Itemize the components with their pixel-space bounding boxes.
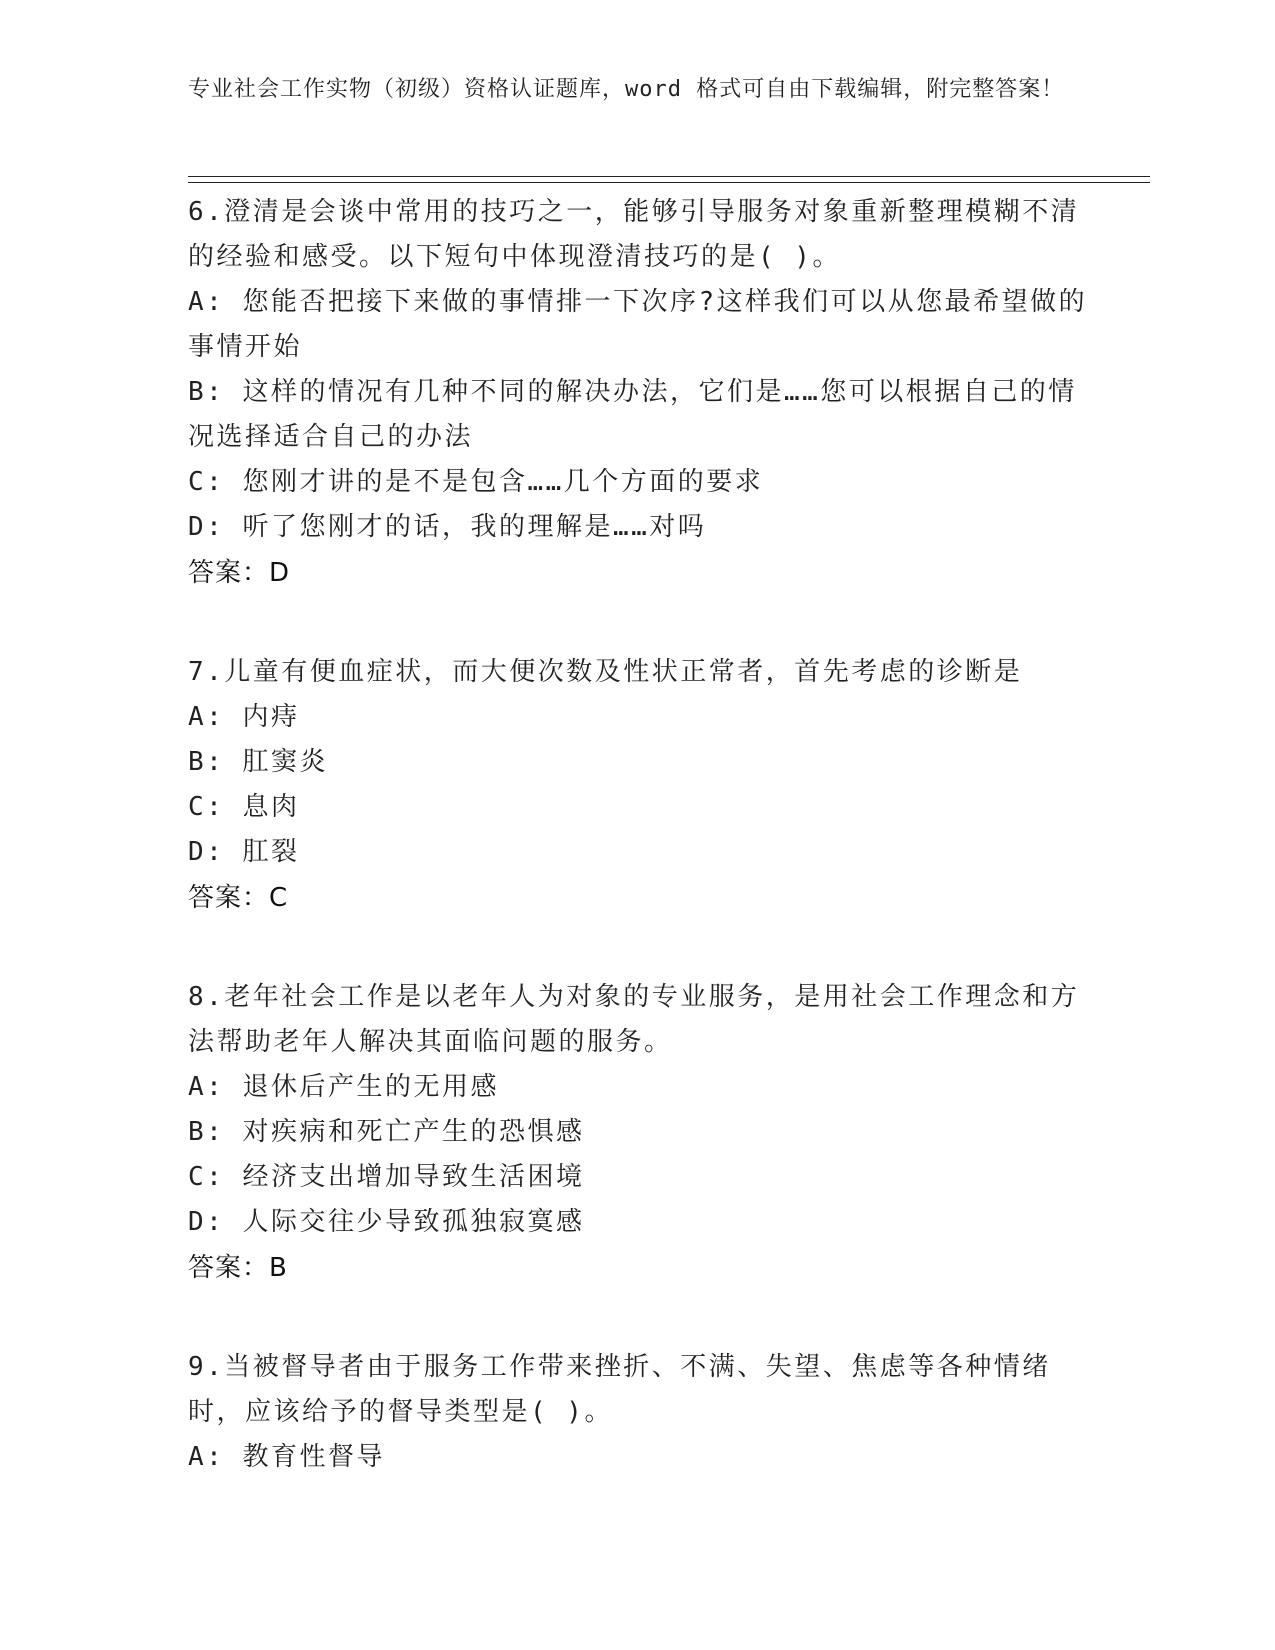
header-divider-bottom [188, 182, 1150, 183]
option-c: C: 经济支出增加导致生活困境 [188, 1162, 585, 1192]
header-divider-top [188, 176, 1150, 177]
question-stem: 7.儿童有便血症状，而大便次数及性状正常者，首先考虑的诊断是 [188, 657, 1023, 687]
answer-line: 答案：C [188, 883, 289, 913]
option-c: C: 息肉 [188, 792, 300, 822]
question-stem: 6.澄清是会谈中常用的技巧之一，能够引导服务对象重新整理模糊不清的经验和感受。以下短句中体现澄清技巧的是( )。 [188, 197, 1080, 272]
option-b: B: 对疾病和死亡产生的恐惧感 [188, 1117, 585, 1147]
question-stem: 9.当被督导者由于服务工作带来挫折、不满、失望、焦虑等各种情绪时，应该给予的督导类型是( )。 [188, 1352, 1051, 1427]
option-c: C: 您刚才讲的是不是包含……几个方面的要求 [188, 467, 764, 497]
option-d: D: 肛裂 [188, 837, 300, 867]
option-a: A: 教育性督导 [188, 1442, 385, 1472]
question-8 [188, 975, 1088, 1291]
option-d: D: 听了您刚才的话，我的理解是……对吗 [188, 512, 707, 542]
question-spacer [188, 1291, 1088, 1345]
question-9 [188, 1345, 1088, 1480]
answer-line: 答案：D [188, 558, 291, 588]
question-stem: 8.老年社会工作是以老年人为对象的专业服务，是用社会工作理念和方法帮助老年人解决其面临问题的服务。 [188, 982, 1080, 1057]
question-list [188, 190, 1088, 1480]
answer-line: 答案：B [188, 1253, 288, 1283]
document-header: 专业社会工作实物（初级）资格认证题库，word 格式可自由下载编辑，附完整答案！ [188, 77, 1065, 102]
option-a: A: 退休后产生的无用感 [188, 1072, 499, 1102]
question-6 [188, 190, 1088, 596]
option-d: D: 人际交往少导致孤独寂寞感 [188, 1207, 585, 1237]
question-spacer [188, 596, 1088, 650]
question-7 [188, 650, 1088, 921]
option-a: A: 内痔 [188, 702, 300, 732]
option-a: A: 您能否把接下来做的事情排一下次序?这样我们可以从您最希望做的事情开始 [188, 287, 1088, 362]
option-b: B: 这样的情况有几种不同的解决办法，它们是……您可以根据自己的情况选择适合自己的办法 [188, 377, 1077, 452]
question-spacer [188, 921, 1088, 975]
option-b: B: 肛窦炎 [188, 747, 328, 777]
